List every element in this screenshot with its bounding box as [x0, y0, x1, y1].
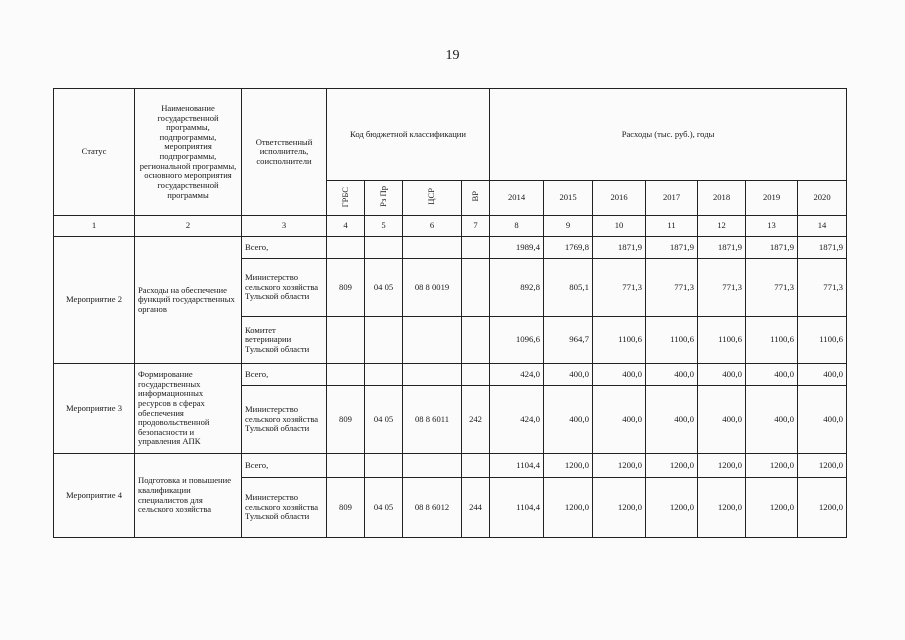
csr-cell	[403, 237, 462, 259]
value-cell: 1200,0	[698, 454, 746, 478]
executor-cell: Всего,	[242, 454, 327, 478]
header-name: Наименование государственной программы, подпрограммы, мероприятия подпрограммы, региональной программы, основного мероприятия государственной программы	[135, 89, 242, 216]
column-number: 3	[242, 216, 327, 237]
value-cell: 1200,0	[593, 478, 646, 538]
value-cell: 1100,6	[698, 317, 746, 364]
value-cell: 1200,0	[698, 478, 746, 538]
value-cell: 1200,0	[646, 478, 698, 538]
column-number: 9	[544, 216, 593, 237]
value-cell: 400,0	[746, 386, 798, 454]
rz-pr-cell	[365, 364, 403, 386]
executor-cell: Министерство сельского хозяйства Тульской области	[242, 386, 327, 454]
rz-pr-cell	[365, 454, 403, 478]
column-number: 6	[403, 216, 462, 237]
value-cell: 1100,6	[593, 317, 646, 364]
vr-cell: 244	[462, 478, 490, 538]
header-code-rz-pr	[365, 181, 403, 216]
value-cell: 400,0	[593, 386, 646, 454]
column-number-row	[54, 216, 847, 237]
header-year: 2016	[593, 181, 646, 216]
value-cell: 1200,0	[746, 454, 798, 478]
value-cell: 771,3	[593, 259, 646, 317]
executor-cell: Всего,	[242, 364, 327, 386]
header-row-1	[54, 89, 847, 181]
column-number: 2	[135, 216, 242, 237]
csr-cell: 08 8 6011	[403, 386, 462, 454]
rz-pr-cell	[365, 317, 403, 364]
value-cell: 1200,0	[798, 454, 847, 478]
executor-cell: Всего,	[242, 237, 327, 259]
rz-pr-cell: 04 05	[365, 259, 403, 317]
header-code-label: Рз Пр	[377, 186, 388, 208]
header-year: 2019	[746, 181, 798, 216]
rz-pr-cell	[365, 237, 403, 259]
status-cell: Мероприятие 3	[54, 364, 135, 454]
column-number: 4	[327, 216, 365, 237]
header-year: 2018	[698, 181, 746, 216]
value-cell: 1871,9	[593, 237, 646, 259]
value-cell: 1871,9	[646, 237, 698, 259]
header-code-label: ЦСР	[426, 188, 437, 206]
csr-cell	[403, 317, 462, 364]
csr-cell: 08 8 6012	[403, 478, 462, 538]
vr-cell	[462, 454, 490, 478]
value-cell: 1871,9	[798, 237, 847, 259]
grbs-cell	[327, 454, 365, 478]
value-cell: 400,0	[544, 386, 593, 454]
table-row	[54, 454, 847, 478]
value-cell: 400,0	[646, 364, 698, 386]
value-cell: 1104,4	[490, 478, 544, 538]
vr-cell	[462, 259, 490, 317]
rz-pr-cell: 04 05	[365, 478, 403, 538]
value-cell: 1104,4	[490, 454, 544, 478]
value-cell: 805,1	[544, 259, 593, 317]
vr-cell	[462, 364, 490, 386]
column-number: 14	[798, 216, 847, 237]
csr-cell: 08 8 0019	[403, 259, 462, 317]
column-number: 5	[365, 216, 403, 237]
header-expenses: Расходы (тыс. руб.), годы	[490, 89, 847, 181]
csr-cell	[403, 364, 462, 386]
status-cell: Мероприятие 4	[54, 454, 135, 538]
value-cell: 1200,0	[544, 454, 593, 478]
header-code-grbs	[327, 181, 365, 216]
value-cell: 964,7	[544, 317, 593, 364]
column-number: 7	[462, 216, 490, 237]
value-cell: 424,0	[490, 364, 544, 386]
rz-pr-cell: 04 05	[365, 386, 403, 454]
vr-cell	[462, 237, 490, 259]
header-code-vr	[462, 181, 490, 216]
header-year: 2015	[544, 181, 593, 216]
value-cell: 1200,0	[646, 454, 698, 478]
executor-cell: Комитет ветеринарии Тульской области	[242, 317, 327, 364]
value-cell: 424,0	[490, 386, 544, 454]
table-row	[54, 364, 847, 386]
header-code-label: ГРБС	[339, 186, 350, 207]
header-year: 2017	[646, 181, 698, 216]
value-cell: 1100,6	[746, 317, 798, 364]
grbs-cell	[327, 237, 365, 259]
value-cell: 771,3	[698, 259, 746, 317]
value-cell: 1200,0	[798, 478, 847, 538]
value-cell: 400,0	[698, 386, 746, 454]
value-cell: 771,3	[798, 259, 847, 317]
header-status: Статус	[54, 89, 135, 216]
grbs-cell	[327, 364, 365, 386]
value-cell: 400,0	[646, 386, 698, 454]
header-executor: Ответственный исполнитель, соисполнители	[242, 89, 327, 216]
column-number: 1	[54, 216, 135, 237]
value-cell: 892,8	[490, 259, 544, 317]
value-cell: 771,3	[746, 259, 798, 317]
grbs-cell: 809	[327, 478, 365, 538]
grbs-cell: 809	[327, 259, 365, 317]
value-cell: 1100,6	[798, 317, 847, 364]
value-cell: 400,0	[698, 364, 746, 386]
column-number: 8	[490, 216, 544, 237]
page-number: 19	[445, 48, 460, 63]
column-number: 12	[698, 216, 746, 237]
vr-cell	[462, 317, 490, 364]
name-cell: Расходы на обеспечение функций государственных органов	[135, 237, 242, 364]
name-cell: Формирование государственных информационных ресурсов в сферах обеспечения продовольственной безопасности и управления АПК	[135, 364, 242, 454]
value-cell: 1871,9	[698, 237, 746, 259]
value-cell: 771,3	[646, 259, 698, 317]
status-cell: Мероприятие 2	[54, 237, 135, 364]
header-year: 2020	[798, 181, 847, 216]
header-year: 2014	[490, 181, 544, 216]
value-cell: 400,0	[798, 364, 847, 386]
value-cell: 1096,6	[490, 317, 544, 364]
executor-cell: Министерство сельского хозяйства Тульской области	[242, 259, 327, 317]
value-cell: 1989,4	[490, 237, 544, 259]
value-cell: 400,0	[798, 386, 847, 454]
header-budget-code: Код бюджетной классификации	[327, 89, 490, 181]
value-cell: 400,0	[593, 364, 646, 386]
grbs-cell	[327, 317, 365, 364]
name-cell: Подготовка и повышение квалификации специалистов для сельского хозяйства	[135, 454, 242, 538]
csr-cell	[403, 454, 462, 478]
value-cell: 1200,0	[544, 478, 593, 538]
column-number: 13	[746, 216, 798, 237]
grbs-cell: 809	[327, 386, 365, 454]
value-cell: 1769,8	[544, 237, 593, 259]
header-code-csr	[403, 181, 462, 216]
executor-cell: Министерство сельского хозяйства Тульской области	[242, 478, 327, 538]
column-number: 11	[646, 216, 698, 237]
column-number: 10	[593, 216, 646, 237]
budget-table	[53, 88, 847, 538]
value-cell: 1200,0	[746, 478, 798, 538]
value-cell: 1100,6	[646, 317, 698, 364]
header-code-label: ВР	[469, 191, 480, 202]
value-cell: 400,0	[746, 364, 798, 386]
value-cell: 1871,9	[746, 237, 798, 259]
table-row	[54, 237, 847, 259]
value-cell: 1200,0	[593, 454, 646, 478]
vr-cell: 242	[462, 386, 490, 454]
value-cell: 400,0	[544, 364, 593, 386]
